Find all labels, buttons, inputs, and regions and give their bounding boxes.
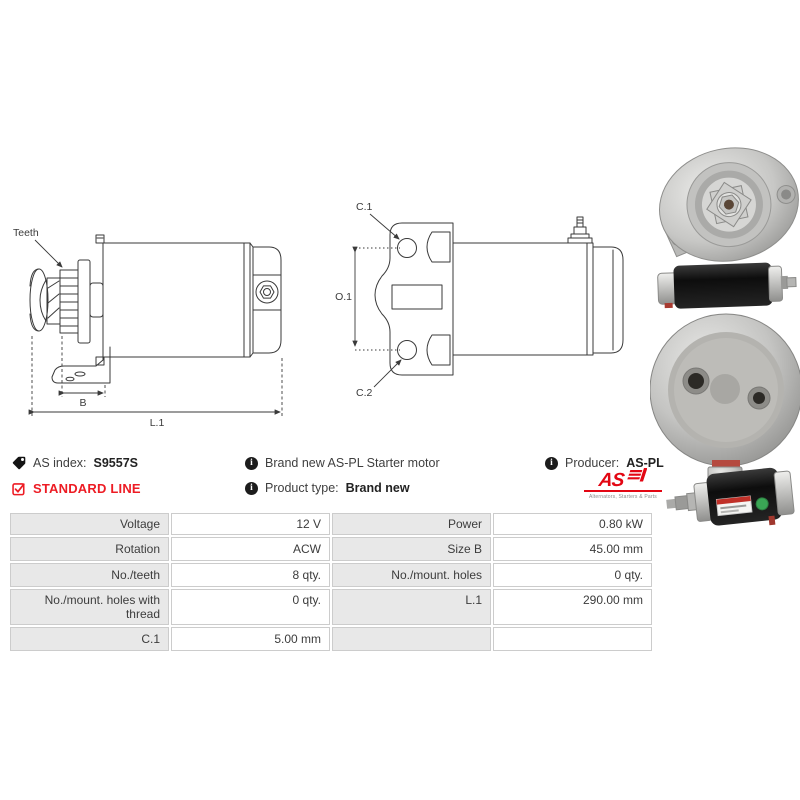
motor-body-top (453, 243, 623, 355)
spec-row (10, 563, 652, 587)
spec-label-c1: C.1 (10, 627, 169, 651)
tag-icon (12, 456, 26, 470)
mounting-flange (375, 223, 453, 375)
c1-leader-line (370, 214, 399, 239)
drawing-flange-view (330, 190, 640, 410)
info-icon: i (545, 457, 558, 470)
description-text: Brand new AS-PL Starter motor (265, 456, 440, 470)
spec-value-l1: 290.00 mm (493, 589, 652, 625)
producer-label: Producer: (565, 456, 620, 470)
spec-value-voltage: 12 V (171, 513, 330, 535)
as-index-label: AS index: (33, 456, 87, 470)
product-type-row (245, 481, 410, 495)
spec-row (10, 537, 652, 561)
spec-value-no-teeth: 8 qty. (171, 563, 330, 587)
teeth-leader-line (35, 240, 62, 267)
checkbox-checked-icon (12, 482, 26, 496)
spec-row (10, 589, 652, 625)
drawing-side-view (0, 190, 300, 440)
terminal-stud (568, 217, 592, 243)
aspl-logo (584, 468, 662, 500)
aspl-logo-text: AS (597, 470, 625, 491)
dim-label-l1: L.1 (149, 417, 165, 429)
dim-label-b: B (79, 397, 87, 409)
aspl-logo-stripes-icon (625, 468, 647, 489)
spec-value-c1: 5.00 mm (171, 627, 330, 651)
dim-label-c2: C.2 (356, 387, 373, 399)
product-type-value: Brand new (345, 481, 410, 495)
producer-value: AS-PL (626, 456, 664, 470)
photo-side-view-2[interactable] (665, 462, 800, 547)
drive-clutch (30, 269, 48, 331)
product-type-label: Product type: (265, 481, 339, 495)
spec-label-power: Power (332, 513, 491, 535)
spec-row (10, 627, 652, 651)
drive-shaft-helix (47, 278, 60, 324)
spec-label-mount-holes: No./mount. holes (332, 563, 491, 587)
aspl-logo-tagline: Alternators, Starters & Parts (588, 494, 658, 500)
dim-label-c1: C.1 (356, 201, 373, 213)
spec-label-size-b: Size B (332, 537, 491, 561)
spec-label-l1: L.1 (332, 589, 491, 625)
as-index-value: S9557S (93, 456, 138, 470)
spec-label-no-teeth: No./teeth (10, 563, 169, 587)
spec-label-voltage: Voltage (10, 513, 169, 535)
info-icon: i (245, 482, 258, 495)
spec-value-rotation: ACW (171, 537, 330, 561)
motor-body (96, 235, 250, 365)
dim-label-o1: O.1 (335, 291, 352, 303)
spec-value-size-b: 45.00 mm (493, 537, 652, 561)
spec-value-mount-holes: 0 qty. (493, 563, 652, 587)
standard-line-row (12, 481, 141, 496)
as-index-row (12, 456, 138, 470)
spec-value-power: 0.80 kW (493, 513, 652, 535)
spec-label-rotation: Rotation (10, 537, 169, 561)
spec-value-empty (493, 627, 652, 651)
spec-row (10, 513, 652, 535)
spec-value-mount-holes-thread: 0 qty. (171, 589, 330, 625)
standard-line-label: STANDARD LINE (33, 481, 141, 496)
spec-label-mount-holes-thread: No./mount. holes with thread (10, 589, 169, 625)
info-icon: i (245, 457, 258, 470)
pinion-gear (60, 260, 103, 343)
photo-side-view-1[interactable] (652, 258, 800, 313)
motor-end-cap (250, 243, 281, 357)
c2-leader-line (374, 360, 401, 387)
photo-drive-end-view[interactable] (655, 145, 800, 265)
description-row (245, 456, 440, 470)
spec-label-empty (332, 627, 491, 651)
dim-label-teeth: Teeth (13, 227, 39, 239)
spec-table (8, 511, 654, 653)
